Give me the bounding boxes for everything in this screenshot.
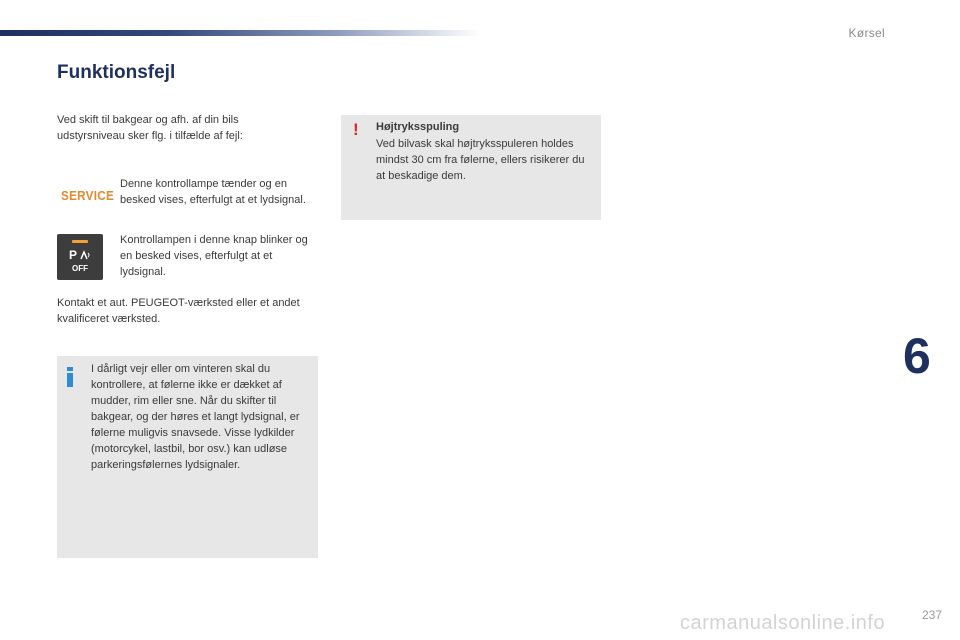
- park-assist-off-button-icon: [57, 234, 103, 280]
- service-warning-icon: SERVICE: [61, 188, 115, 203]
- info-icon: [67, 367, 73, 383]
- service-lamp-text: Denne kontrollampe tænder og en besked vises, efterfulgt at et lydsignal.: [120, 178, 306, 206]
- page-title: Funktionsfejl: [57, 62, 176, 83]
- contact-text: Kontakt et aut. PEUGEOT-værksted eller et andet kvalificeret værksted.: [57, 297, 300, 325]
- chapter-number: 6: [903, 328, 931, 384]
- park-assist-p-glyph: P: [69, 248, 78, 262]
- info-text: I dårligt vejr eller om vinteren skal du kontrollere, at følerne ikke er dækket af mudder, rim eller sne. Når du skifter til bakgear, og der høres et langt lydsignal, er følerne muligvis snavsede. Visse lydkilder (motorcykel, lastbil, bor osv.) kan udløse parkeringsfølernes lydsignaler.: [91, 363, 300, 471]
- warning-exclamation-icon: !: [353, 120, 359, 139]
- page-number: 237: [921, 608, 942, 622]
- off-label: OFF: [72, 264, 88, 273]
- indicator-light-bar: [72, 240, 88, 243]
- intro-text: Ved skift til bakgear og afh. af din bils udstyrsniveau sker flg. i tilfælde af fejl:: [57, 114, 243, 142]
- header-accent-bar: [0, 30, 480, 36]
- info-box: [57, 356, 318, 558]
- watermark: carmanualsonline.info: [680, 612, 886, 634]
- warning-text: Ved bilvask skal højtryksspuleren holdes mindst 30 cm fra følerne, ellers risikerer du at beskadige dem.: [376, 138, 585, 182]
- section-label: Kørsel: [848, 26, 885, 40]
- warning-box: [341, 115, 601, 220]
- sound-wave-icon: [79, 249, 91, 261]
- warning-title: Højtryksspuling: [376, 121, 460, 133]
- park-assist-lamp-text: Kontrollampen i denne knap blinker og en besked vises, efterfulgt at et lydsignal.: [120, 234, 308, 278]
